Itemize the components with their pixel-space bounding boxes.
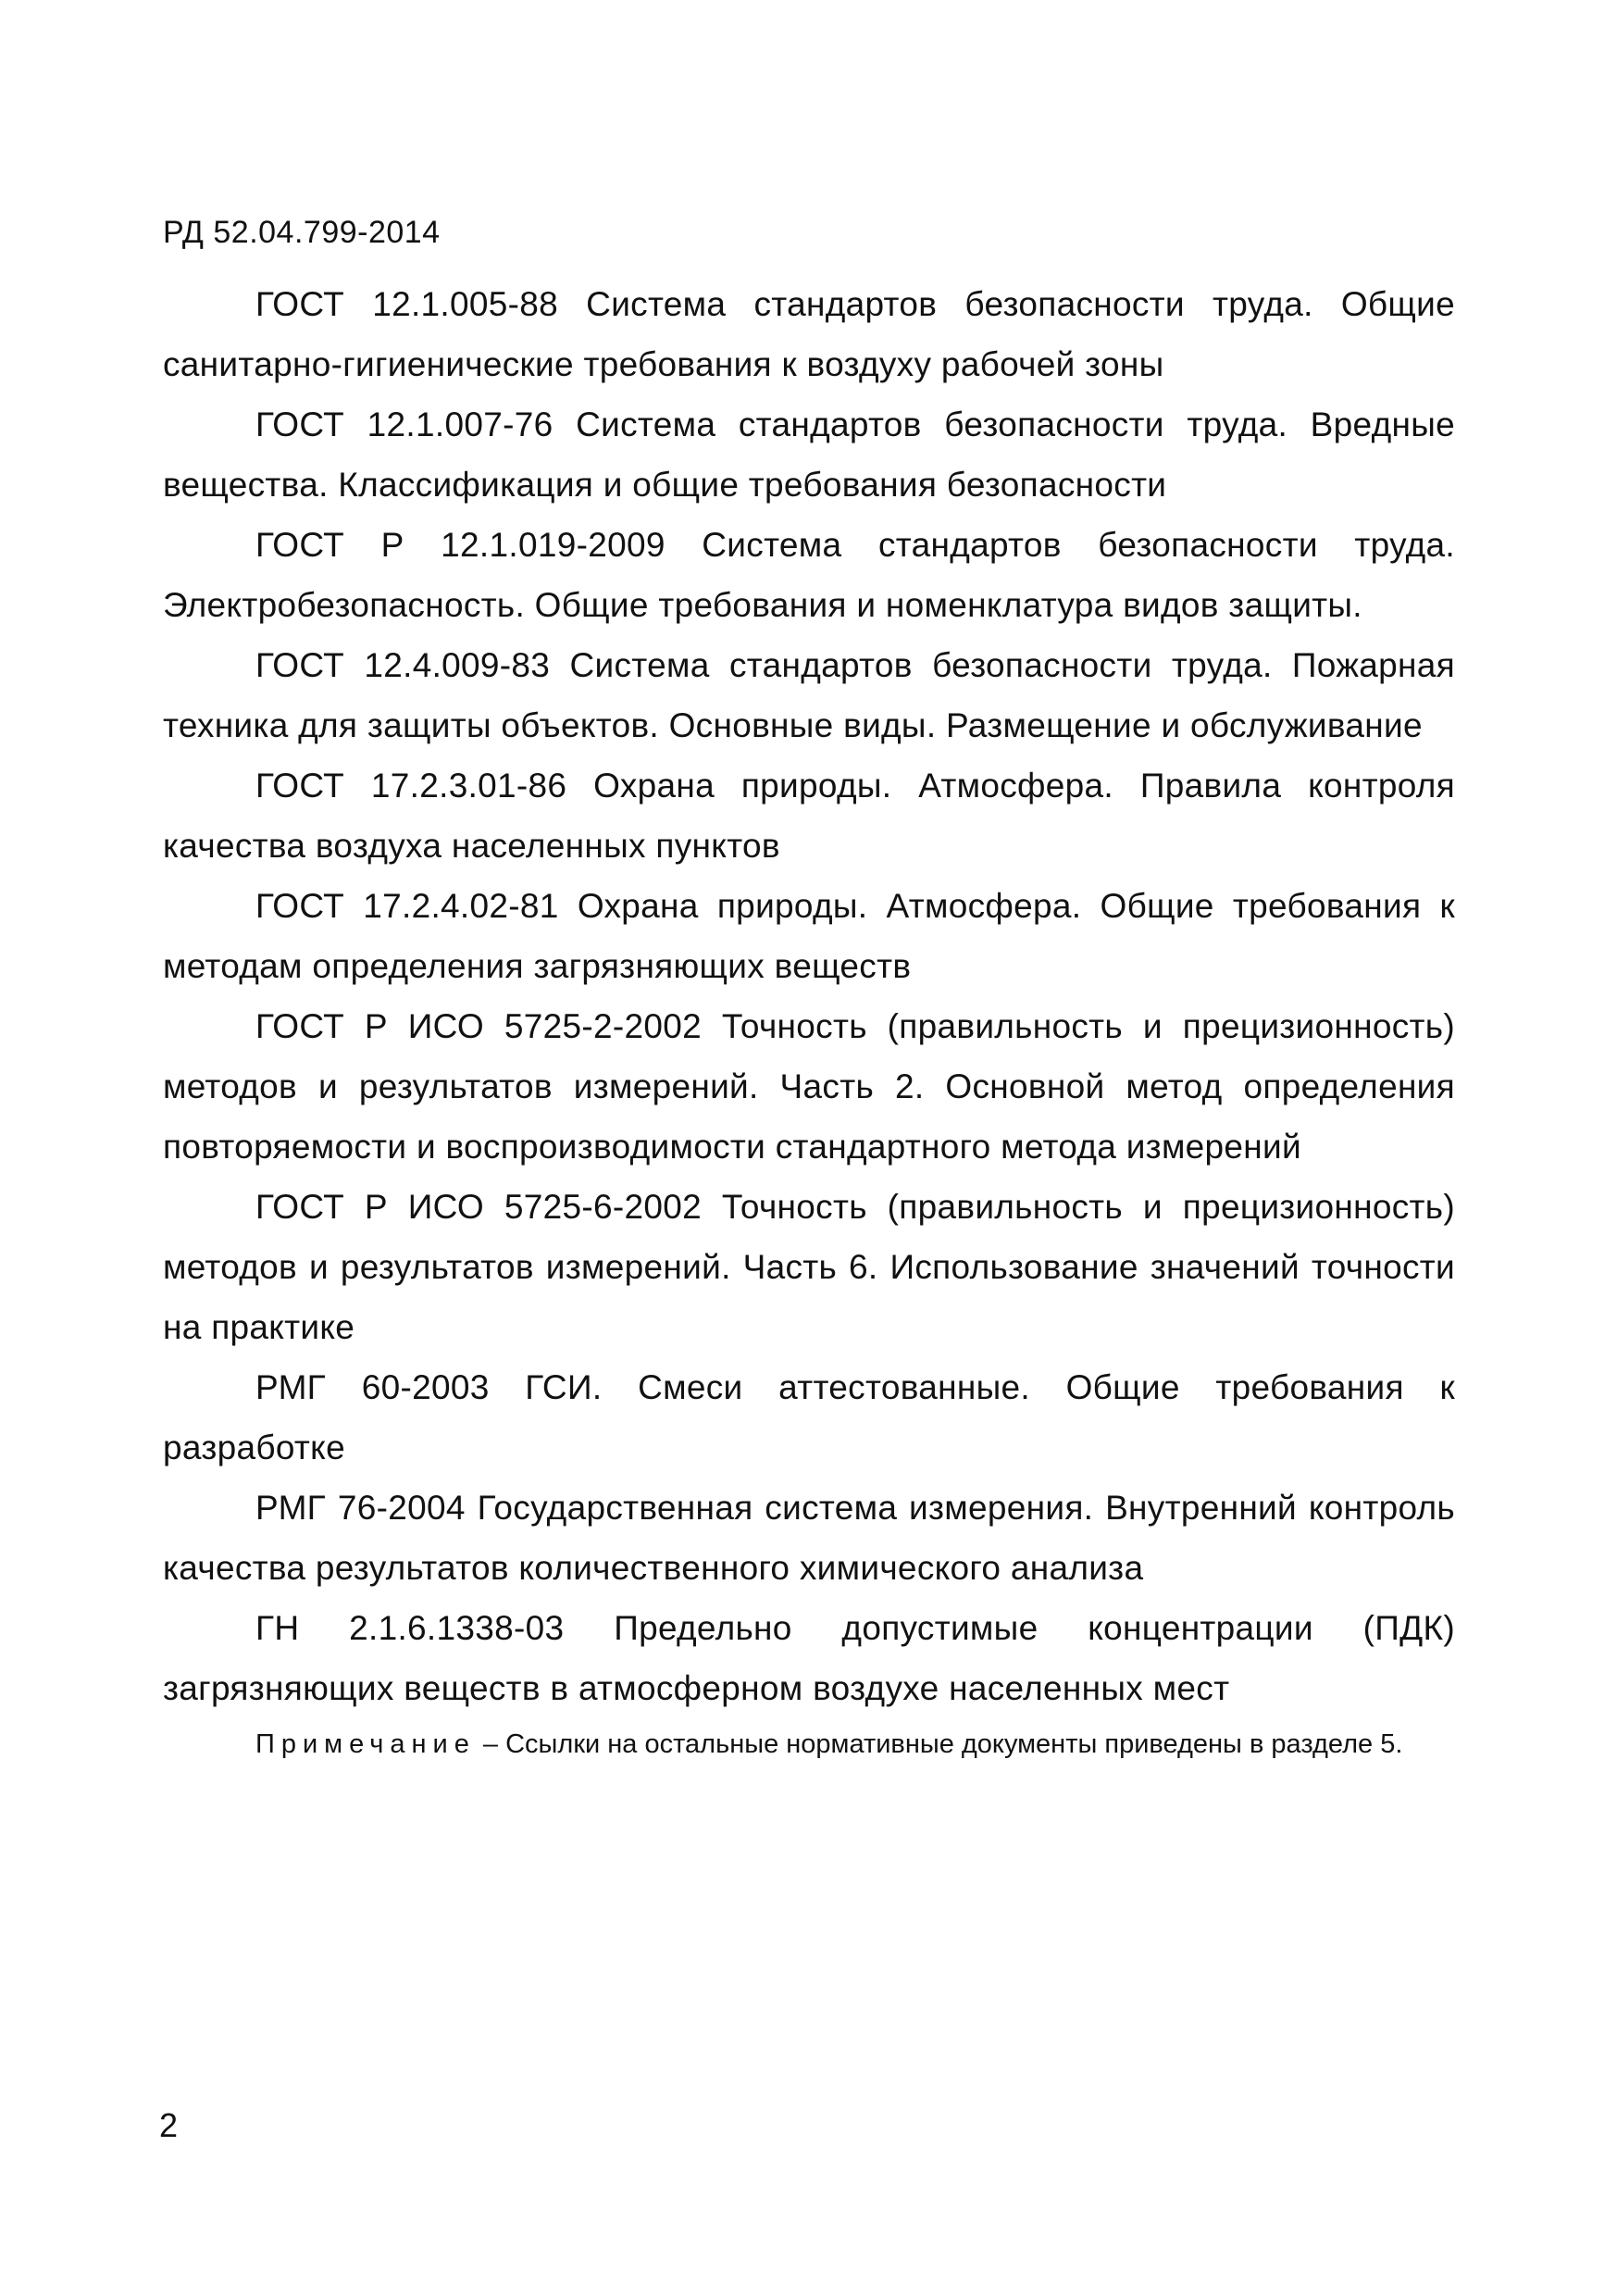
reference-item: РМГ 76-2004 Государственная система измерения. Внутренний контроль качества результатов количественного химического анализа bbox=[163, 1489, 1455, 1587]
reference-item: ГОСТ Р ИСО 5725-6-2002 Точность (правильность и прецизионность) методов и результатов измерений. Часть 6. Использование значений точности на практике bbox=[163, 1188, 1455, 1346]
references-list bbox=[163, 274, 1455, 1770]
reference-item: ГН 2.1.6.1338-03 Предельно допустимые концентрации (ПДК) загрязняющих веществ в атмосферном воздухе населенных мест bbox=[163, 1609, 1455, 1707]
note-text: Ссылки на остальные нормативные документы приведены в разделе 5. bbox=[505, 1729, 1403, 1759]
note-separator: – bbox=[475, 1729, 506, 1759]
document-code: РД 52.04.799-2014 bbox=[163, 215, 441, 250]
reference-item: ГОСТ 12.1.007-76 Система стандартов безопасности труда. Вредные вещества. Классификация и общие требования безопасности bbox=[163, 406, 1455, 504]
reference-item: ГОСТ 17.2.4.02-81 Охрана природы. Атмосфера. Общие требования к методам определения загрязняющих веществ bbox=[163, 887, 1455, 985]
note bbox=[163, 1718, 1455, 1770]
reference-item: ГОСТ 17.2.3.01-86 Охрана природы. Атмосфера. Правила контроля качества воздуха населенных пунктов bbox=[163, 767, 1455, 865]
reference-item: ГОСТ Р 12.1.019-2009 Система стандартов безопасности труда. Электробезопасность. Общие требования и номенклатура видов защиты. bbox=[163, 526, 1455, 624]
reference-item: ГОСТ 12.4.009-83 Система стандартов безопасности труда. Пожарная техника для защиты объектов. Основные виды. Размещение и обслуживание bbox=[163, 646, 1455, 744]
reference-item: ГОСТ Р ИСО 5725-2-2002 Точность (правильность и прецизионность) методов и результатов измерений. Часть 2. Основной метод определения повторяемости и воспроизводимости стандартного метода измерений bbox=[163, 1007, 1455, 1166]
reference-item: РМГ 60-2003 ГСИ. Смеси аттестованные. Общие требования к разработке bbox=[163, 1368, 1455, 1466]
note-label: Примечание bbox=[255, 1729, 476, 1759]
page-number: 2 bbox=[159, 2106, 179, 2144]
reference-item: ГОСТ 12.1.005-88 Система стандартов безопасности труда. Общие санитарно-гигиенические требования к воздуху рабочей зоны bbox=[163, 285, 1455, 383]
